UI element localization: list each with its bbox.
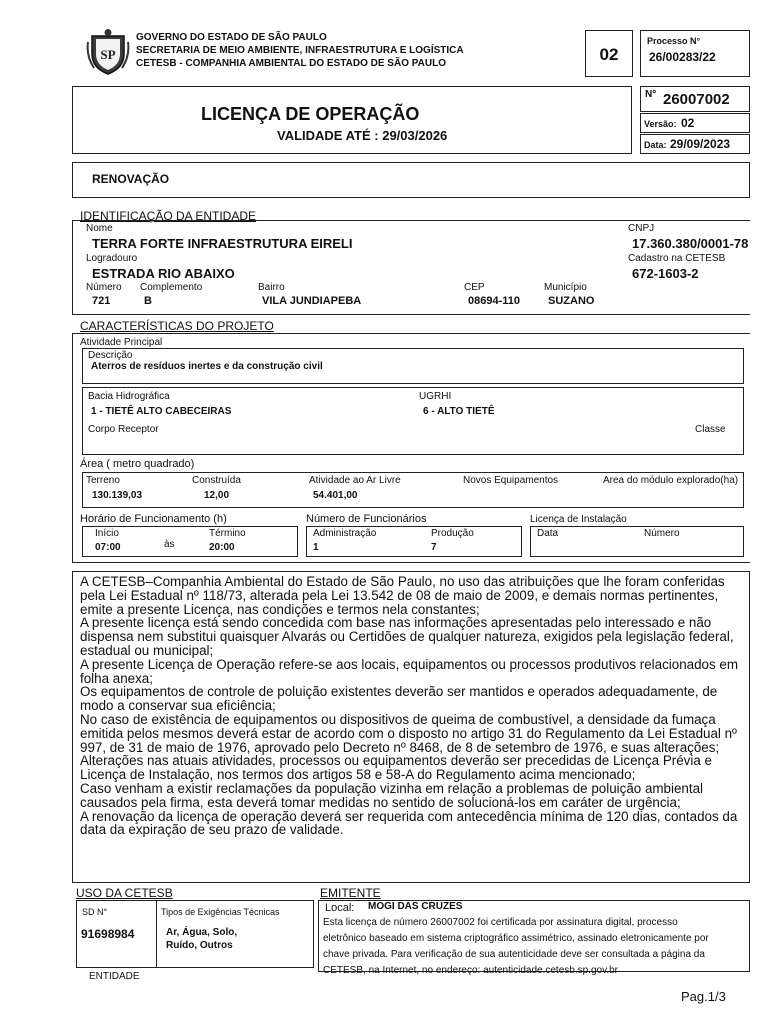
license-number-box [640,86,750,112]
license-title-box [72,86,632,154]
producao-value: 7 [431,542,437,553]
certification-line: eletrônico baseado em sistema criptográfico assimétrico, assinado eletronicamente por [323,933,709,944]
condition-paragraph: A presente licença está sendo concedida com base nas informações apresentadas pelo interessado e não dispensa nem substitui quaisquer Alvarás ou Certidões de qualquer natureza, exigidos pela legislação federal, estadual ou municipal; [80,615,734,658]
termino-label: Término [209,528,246,539]
validity [277,128,447,143]
entity-section-title: IDENTIFICAÇÃO DA ENTIDADE [80,209,257,223]
sd-value: 91698984 [81,927,135,941]
svg-text:SP: SP [100,47,116,62]
terreno-label: Terreno [86,475,120,486]
complemento-label: Complemento [140,282,203,293]
gov-line-3: CETESB - COMPANHIA AMBIENTAL DO ESTADO DE SÃO PAULO [136,58,447,69]
cadastro-value: 672-1603-2 [632,266,699,281]
government-heading [136,31,464,70]
condition-paragraph: Os equipamentos de controle de poluição existentes deverão ser mantidos e operados adequadamente, de modo a conservar sua eficiência; [80,684,718,714]
processo-value: 26/00283/22 [649,50,716,64]
construida-value: 12,00 [204,490,230,501]
logradouro-label: Logradouro [86,253,138,264]
condition-paragraph: Caso venham a existir reclamações da população vizinha em relação a problemas de poluição ambiental causados pela firma, esta deverá tomar medidas no sentido de solucioná-los em caráter de urgência; [80,780,704,810]
administracao-label: Administração [313,528,377,539]
condition-paragraph: A CETESB–Companhia Ambiental do Estado de São Paulo, no uso das atribuições que lhe foram conferidas pela Lei Estadual nº 118/73, alterada pela Lei 13.542 de 08 de maio de 2009, e demais normas pertinentes, emite a presente Licença, nas condições e termos nela constantes; [80,574,725,617]
condition-paragraph: Alterações nas atuais atividades, processos ou equipamentos deverão ser precedidas de Licença Prévia e Licença de Instalação, nos termos dos artigos 58 e 58-A do Regulamento acima mencionado; [80,753,712,783]
code-box [585,30,633,77]
license-type-box [72,162,750,198]
bairro-value: VILA JUNDIAPEBA [262,295,362,307]
ugrhi-value: 6 - ALTO TIETÊ [423,406,495,417]
uso-cetesb-title: USO DA CETESB [76,886,173,900]
area-box [82,472,744,508]
tipos-line-2: Ruído, Outros [166,940,233,951]
cnpj-label: CNPJ [628,223,655,234]
condition-paragraph: A renovação da licença de operação deverá ser requerida com antecedência mínima de 120 dias, contados da data da expiração de seu prazo de validade. [80,808,738,838]
terreno-value: 130.139,03 [92,490,143,501]
project-section-title: CARACTERÍSTICAS DO PROJETO [80,319,274,333]
condition-paragraph: A presente Licença de Operação refere-se aos locais, equipamentos ou processos produtivos relacionados em folha anexa; [80,656,739,686]
municipio-value: SUZANO [548,295,595,307]
gov-line-2: SECRETARIA DE MEIO AMBIENTE, INFRAESTRUTURA E LOGÍSTICA [136,45,464,56]
ar-livre-label: Atividade ao Ar Livre [309,475,401,486]
inicio-value: 07:00 [95,542,121,553]
bacia-box [82,387,744,455]
corpo-receptor-label: Corpo Receptor [88,424,159,435]
funcionarios-label: Número de Funcionários [306,513,427,525]
certification-line: chave privada. Para verificação de sua autenticidade deve ser consultada a página da [323,949,705,960]
cnpj-value: 17.360.380/0001-78 [632,236,749,251]
license-number-label: N° [645,89,657,100]
inicio-label: Início [95,528,119,539]
data-box [640,134,750,154]
license-number-value: 26007002 [663,91,730,108]
entidade-label: ENTIDADE [89,971,140,982]
validity-value: 29/03/2026 [382,128,448,143]
licenca-instalacao-label: Licença de Instalação [530,514,627,525]
logradouro-value: ESTRADA RIO ABAIXO [92,266,235,281]
descricao-value: Aterros de resíduos inertes e da construção civil [91,361,323,372]
bacia-value: 1 - TIETÊ ALTO CABECEIRAS [91,406,232,417]
funcionarios-box [306,526,522,557]
certification-line: CETESB, na Internet, no endereço: autenticidade.cetesb.sp.gov.br [323,965,618,976]
cep-label: CEP [464,282,485,293]
conditions-text [80,575,748,837]
construida-label: Construída [192,475,241,486]
as-label: às [164,539,175,550]
data-label: Data: [644,140,667,150]
sd-label: SD N° [82,907,108,917]
uso-divider [156,901,157,967]
producao-label: Produção [431,528,474,539]
license-type: RENOVAÇÃO [92,172,170,186]
local-label: Local: [325,902,355,914]
page-number: Pag.1/3 [681,989,726,1004]
local-value: MOGI DAS CRUZES [368,901,463,912]
municipio-label: Município [544,282,587,293]
license-title: LICENÇA DE OPERAÇÃO [201,104,420,124]
atividade-label: Atividade Principal [80,337,163,348]
area-label: Área ( metro quadrado) [80,458,195,470]
descricao-box [82,348,744,384]
uso-cetesb-box [76,900,314,968]
condition-paragraph: No caso de existência de equipamentos ou dispositivos de queima de combustível, a densidade da fumaça emitida pelos mesmos deverá estar de acordo com o disposto no artigo 31 do Regulamento da Lei Estadual nº 997, de 31 de maio de 1976, aprovado pelo Decreto nº 8468, de 8 de setembro de 1976, e suas alterações; [80,711,737,755]
certification-text [323,915,709,979]
complemento-value: B [144,295,152,307]
nome-label: Nome [86,223,113,234]
versao-label: Versão: [644,119,677,129]
emitente-box [318,900,750,976]
classe-label: Classe [695,424,726,435]
descricao-label: Descrição [88,350,133,361]
versao-box [640,113,750,133]
numero-label: Número [86,282,122,293]
horario-label: Horário de Funcionamento (h) [80,513,227,525]
termino-value: 20:00 [209,542,235,553]
tipos-line-1: Ar, Água, Solo, [166,927,238,938]
ar-livre-value: 54.401,00 [313,490,358,501]
cadastro-label: Cadastro na CETESB [628,253,726,264]
code-value: 02 [599,45,619,64]
li-data-label: Data [537,528,559,539]
sao-paulo-coat-of-arms-icon [86,28,130,76]
emitente-title: EMITENTE [320,886,381,900]
gov-line-1: GOVERNO DO ESTADO DE SÃO PAULO [136,32,327,43]
cep-value: 08694-110 [468,295,520,307]
versao-value: 02 [681,116,695,130]
validity-label: VALIDADE ATÉ : [277,128,379,143]
bairro-label: Bairro [258,282,285,293]
ugrhi-label: UGRHI [419,391,452,402]
horario-box [82,526,298,557]
li-numero-label: Número [644,528,680,539]
bacia-label: Bacia Hidrográfica [88,391,170,402]
administracao-value: 1 [313,542,319,553]
certification-line: Esta licença de número 26007002 foi certificada por assinatura digital, processo [323,917,678,928]
modulo-label: Area do módulo explorado(ha) [603,475,739,486]
numero-value: 721 [92,295,111,307]
processo-box [640,30,750,77]
novos-equipamentos-label: Novos Equipamentos [463,475,559,486]
tipos-label: Tipos de Exigências Técnicas [161,907,280,917]
processo-label: Processo N° [647,36,701,46]
data-value: 29/09/2023 [670,137,731,151]
nome-value: TERRA FORTE INFRAESTRUTURA EIRELI [92,236,353,251]
licenca-instalacao-box [530,526,744,557]
